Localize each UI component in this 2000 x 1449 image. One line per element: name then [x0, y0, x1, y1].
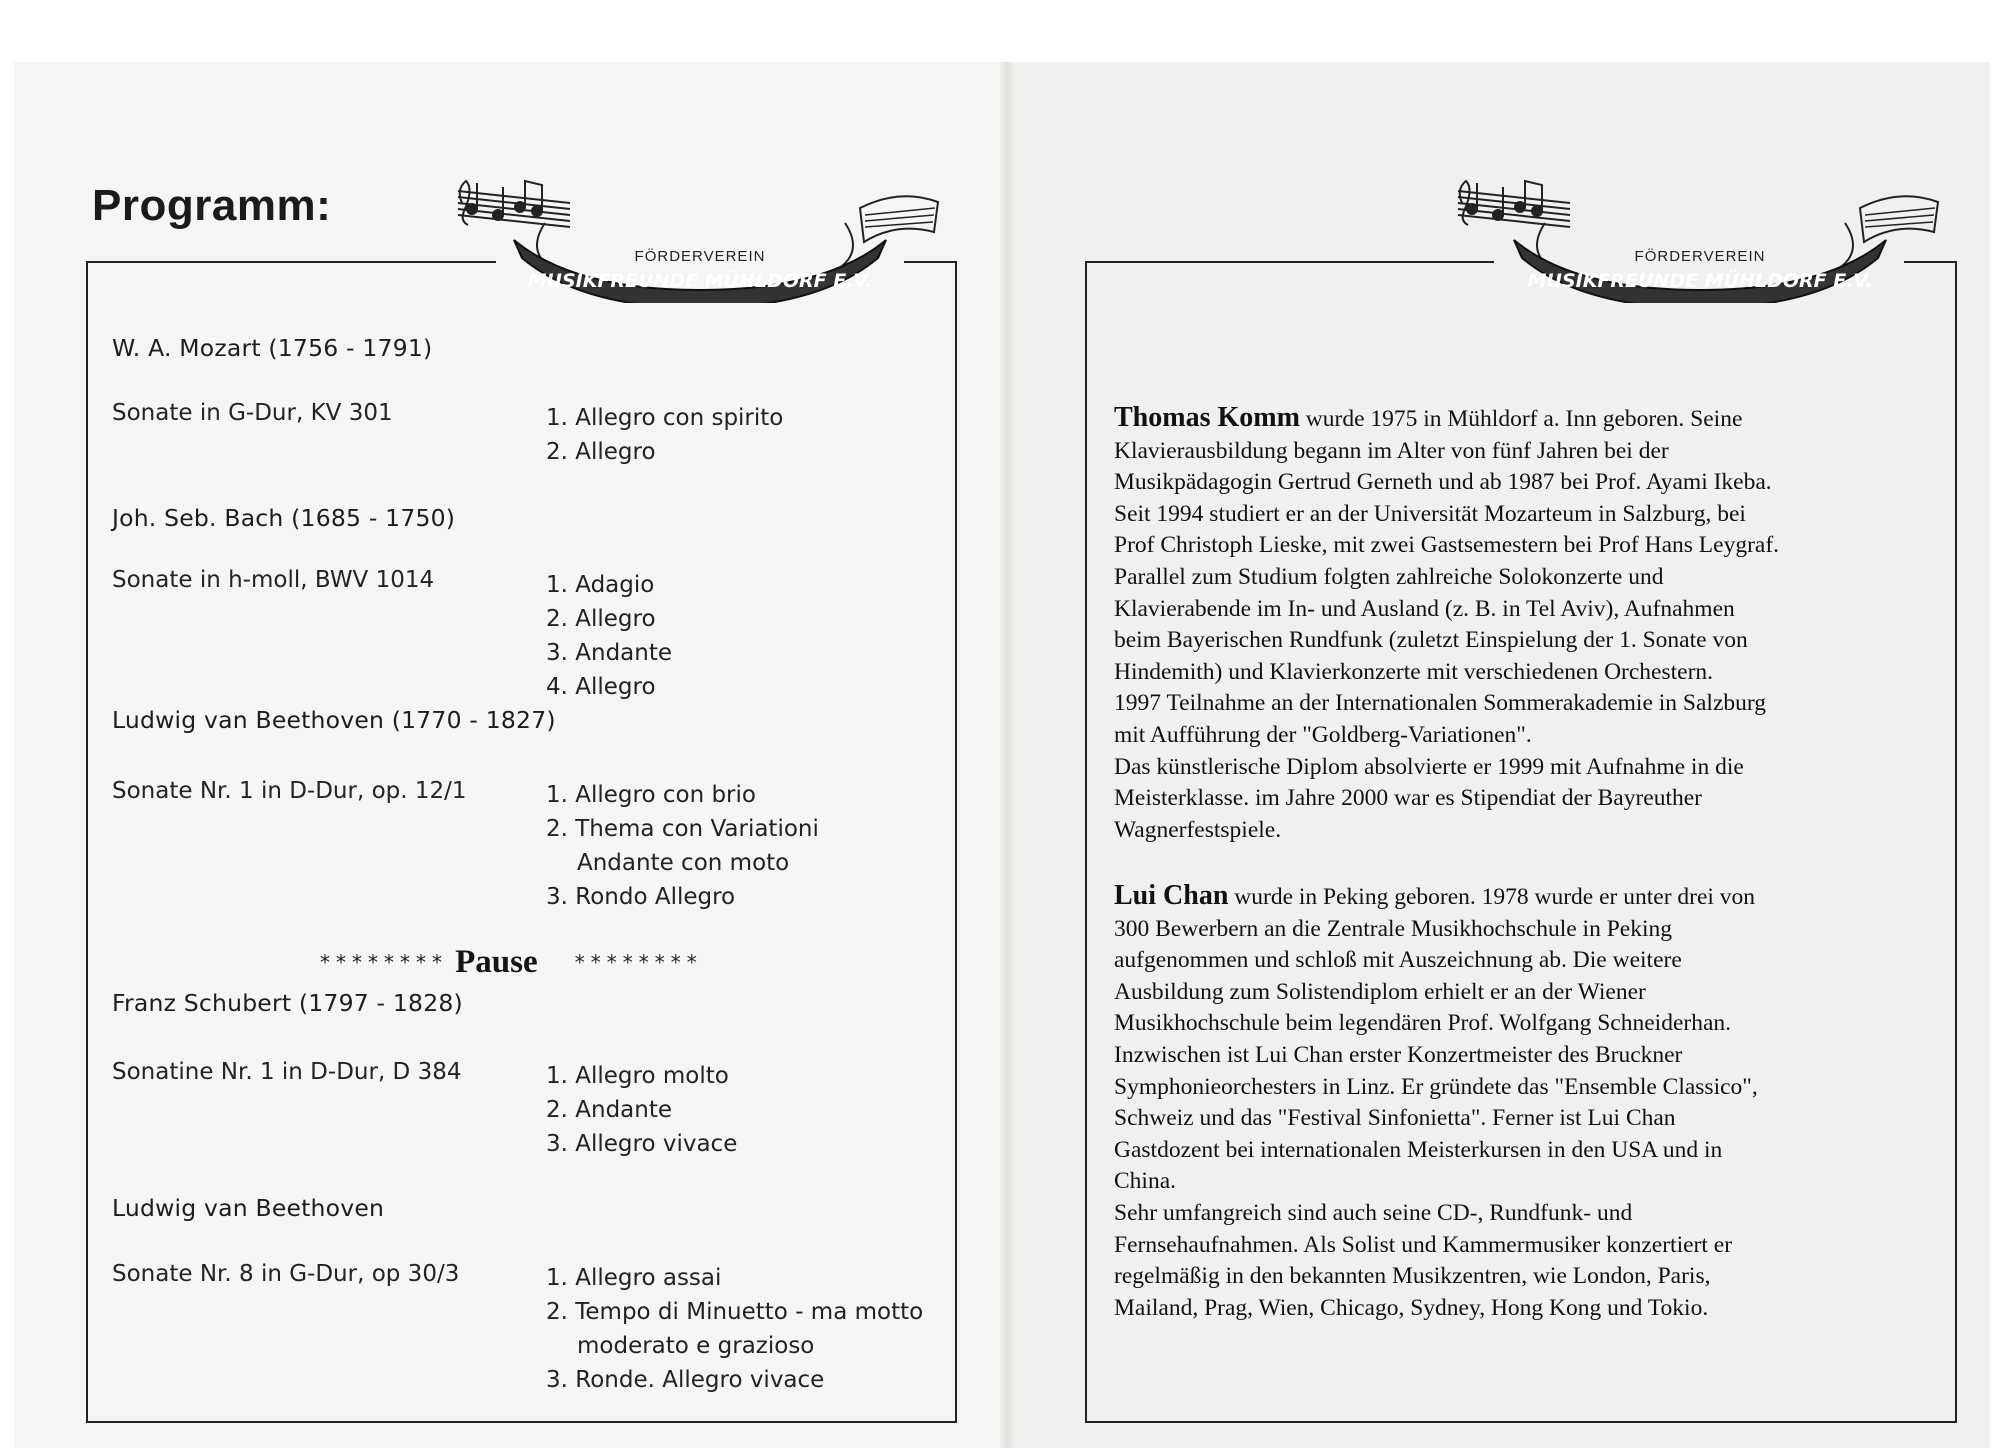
bio-name: Thomas Komm: [1114, 402, 1300, 433]
movement-list: [546, 401, 783, 469]
ribbon-right-curl: [1860, 196, 1938, 242]
movement: 1. Allegro con brio: [546, 782, 756, 808]
bio-line: beim Bayerischen Rundfunk (zuletzt Einspielung der 1. Sonate von: [1114, 627, 1748, 654]
pause-label: Pause: [455, 944, 538, 980]
movement: 4. Allegro: [546, 674, 656, 700]
bio-line: Klavierabende im In- und Ausland (z. B. in Tel Aviv), Aufnahmen: [1114, 595, 1735, 622]
movement: Andante con moto: [577, 850, 790, 876]
work-title: Sonate in h-moll, BWV 1014: [112, 567, 435, 593]
movement-list: [546, 1059, 737, 1161]
movement-list: [546, 778, 819, 914]
movement: 3. Allegro vivace: [546, 1131, 738, 1157]
composer-name: Joh. Seb. Bach (1685 - 1750): [112, 504, 456, 532]
bio-line: Fernsehaufnahmen. Als Solist und Kammermusiker konzertiert er: [1114, 1231, 1733, 1258]
music-notes-icon: [1458, 181, 1570, 227]
emblem-ribbon-text: MUSIKFREUNDE MÜHLDORF E.V.: [527, 270, 873, 292]
movement: 3. Andante: [546, 640, 673, 666]
bio-line: Parallel zum Studium folgten zahlreiche Solokonzerte und: [1114, 563, 1664, 590]
ribbon-right-curl: [860, 196, 938, 242]
movement: moderato e grazioso: [577, 1333, 815, 1359]
bio-lui-chan: [1114, 880, 1934, 1324]
bio-line: Symphonieorchesters in Linz. Er gründete das "Ensemble Classico",: [1114, 1073, 1758, 1100]
bio-line: Seit 1994 studiert er an der Universität Mozarteum in Salzburg, bei: [1114, 500, 1746, 527]
movement: 2. Andante: [546, 1097, 673, 1123]
composer-name: Ludwig van Beethoven (1770 - 1827): [112, 706, 556, 734]
page-fold: [1000, 62, 1014, 1448]
music-notes-icon: [458, 181, 570, 227]
bio-line: aufgenommen und schloß mit Auszeichnung ab. Die weitere: [1114, 947, 1682, 974]
work-title: Sonate in G-Dur, KV 301: [112, 400, 393, 426]
bio-line: regelmäßig in den bekannten Musikzentren, wie London, Paris,: [1114, 1263, 1711, 1290]
bio-line: Das künstlerische Diplom absolvierte er 1999 mit Aufnahme in die: [1114, 753, 1744, 780]
bio-line: Meisterklasse. im Jahre 2000 war es Stipendiat der Bayreuther: [1114, 785, 1702, 812]
pause-stars-right: ********: [574, 950, 703, 975]
bio-line: mit Aufführung der "Goldberg-Variationen".: [1114, 721, 1532, 748]
movement: 3. Ronde. Allegro vivace: [546, 1367, 825, 1393]
movement-list: [546, 1261, 923, 1397]
work-title: Sonate Nr. 8 in G-Dur, op 30/3: [112, 1261, 460, 1287]
bio-line: Klavierausbildung begann im Alter von fünf Jahren bei der: [1114, 437, 1669, 464]
movement: 1. Allegro con spirito: [546, 405, 784, 431]
bio-line: Inzwischen ist Lui Chan erster Konzertmeister des Bruckner: [1114, 1041, 1683, 1068]
bio-line: Prof Christoph Lieske, mit zwei Gastsemestern bei Prof Hans Leygraf.: [1114, 532, 1780, 559]
emblem-label: FÖRDERVEREIN: [634, 248, 766, 265]
work-title: Sonate Nr. 1 in D-Dur, op. 12/1: [112, 778, 467, 804]
movement: 2. Tempo di Minuetto - ma motto: [546, 1299, 924, 1325]
bio-line: 300 Bewerbern an die Zentrale Musikhochschule in Peking: [1114, 915, 1672, 942]
bio-line: Schweiz und das "Festival Sinfonietta". Ferner ist Lui Chan: [1114, 1105, 1676, 1132]
bio-thomas-komm: [1114, 402, 1934, 846]
composer-name: Ludwig van Beethoven: [112, 1194, 385, 1222]
bio-line: Musikpädagogin Gertrud Gerneth und ab 1987 bei Prof. Ayami Ikeba.: [1114, 469, 1772, 496]
bio-line: Thomas Komm wurde 1975 in Mühldorf a. Inn geboren. Seine: [1114, 402, 1743, 433]
movement: 2. Thema con Variationi: [546, 816, 819, 842]
bio-line: China.: [1114, 1168, 1177, 1195]
foerderverein-emblem: [450, 163, 950, 303]
movement: 2. Allegro: [546, 606, 656, 632]
pause-stars-left: ********: [320, 950, 448, 975]
bio-line: Mailand, Prag, Wien, Chicago, Sydney, Hong Kong und Tokio.: [1114, 1294, 1709, 1321]
composer-name: W. A. Mozart (1756 - 1791): [112, 334, 433, 362]
emblem-ribbon-text: MUSIKFREUNDE MÜHLDORF E.V.: [1527, 270, 1873, 292]
movement: 1. Adagio: [546, 572, 655, 598]
bio-line: Sehr umfangreich sind auch seine CD-, Rundfunk- und: [1114, 1199, 1633, 1226]
pause-divider: [320, 944, 703, 981]
bio-line: Musikhochschule beim legendären Prof. Wolfgang Schneiderhan.: [1114, 1010, 1732, 1037]
movement: 2. Allegro: [546, 439, 656, 465]
composer-name: Franz Schubert (1797 - 1828): [112, 989, 463, 1017]
movement: 1. Allegro assai: [546, 1265, 722, 1291]
bio-line: Wagnerfestspiele.: [1114, 816, 1282, 843]
emblem-label: FÖRDERVEREIN: [1634, 248, 1766, 265]
bio-name: Lui Chan: [1114, 880, 1229, 911]
bio-line: Lui Chan wurde in Peking geboren. 1978 wurde er unter drei von: [1114, 880, 1756, 911]
bio-line: Hindemith) und Klavierkonzerte mit verschiedenen Orchestern.: [1114, 658, 1714, 685]
foerderverein-emblem: [1450, 163, 1950, 303]
bio-line: 1997 Teilnahme an der Internationalen Sommerakademie in Salzburg: [1114, 690, 1767, 717]
program-title: Programm:: [92, 181, 332, 230]
movement: 3. Rondo Allegro: [546, 884, 736, 910]
movement: 1. Allegro molto: [546, 1063, 729, 1089]
work-title: Sonatine Nr. 1 in D-Dur, D 384: [112, 1059, 462, 1085]
bio-line: Ausbildung zum Solistendiplom erhielt er an der Wiener: [1114, 978, 1646, 1005]
movement-list: [546, 568, 672, 704]
program-frame: [86, 261, 957, 1423]
bio-line: Gastdozent bei internationalen Meisterkursen in den USA und in: [1114, 1136, 1723, 1163]
